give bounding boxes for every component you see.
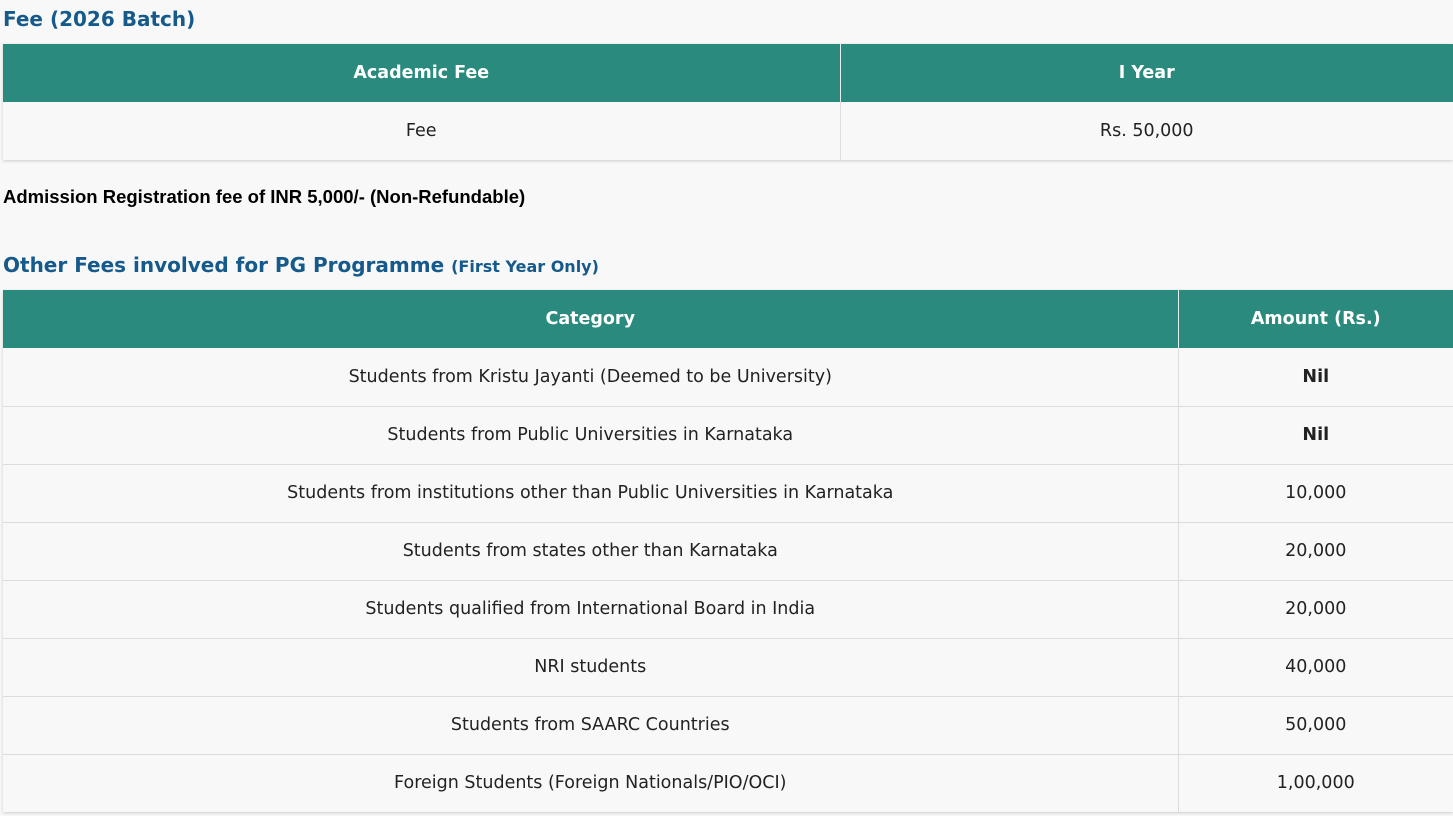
amount-cell: Nil bbox=[1178, 348, 1453, 406]
table-row bbox=[3, 580, 1453, 638]
table-row bbox=[3, 696, 1453, 754]
table-row bbox=[3, 406, 1453, 464]
other-fees-subtitle: (First Year Only) bbox=[451, 257, 599, 276]
amount-cell: 40,000 bbox=[1178, 638, 1453, 696]
amount-cell: 10,000 bbox=[1178, 464, 1453, 522]
category-cell: Students qualified from International Board in India bbox=[3, 580, 1178, 638]
registration-fee-note: Admission Registration fee of INR 5,000/- (Non-Refundable) bbox=[3, 186, 526, 207]
column-header-academic-fee: Academic Fee bbox=[3, 44, 840, 102]
amount-cell: Nil bbox=[1178, 406, 1453, 464]
table-header-row bbox=[3, 44, 1453, 102]
category-cell: Students from Public Universities in Karnataka bbox=[3, 406, 1178, 464]
academic-fee-table bbox=[3, 44, 1453, 160]
table-row bbox=[3, 754, 1453, 812]
table-row bbox=[3, 638, 1453, 696]
other-fees-title bbox=[3, 251, 599, 281]
table-row bbox=[3, 102, 1453, 160]
category-cell: Students from institutions other than Public Universities in Karnataka bbox=[3, 464, 1178, 522]
table-row bbox=[3, 348, 1453, 406]
amount-cell: 1,00,000 bbox=[1178, 754, 1453, 812]
other-fees-title-text: Other Fees involved for PG Programme bbox=[3, 253, 445, 277]
table-row bbox=[3, 522, 1453, 580]
fee-label-cell: Fee bbox=[405, 121, 437, 141]
fee-value-cell: Rs. 50,000 bbox=[840, 102, 1453, 160]
category-cell: Students from SAARC Countries bbox=[3, 696, 1178, 754]
category-cell: NRI students bbox=[3, 638, 1178, 696]
category-cell: Foreign Students (Foreign Nationals/PIO/OCI) bbox=[3, 754, 1178, 812]
category-cell: Students from Kristu Jayanti (Deemed to be University) bbox=[348, 366, 832, 387]
amount-cell: 20,000 bbox=[1178, 522, 1453, 580]
column-header-amount: Amount (Rs.) bbox=[1178, 290, 1453, 348]
amount-cell: 20,000 bbox=[1178, 580, 1453, 638]
category-cell: Students from states other than Karnataka bbox=[3, 522, 1178, 580]
other-fees-table bbox=[3, 290, 1453, 812]
table-header-row bbox=[3, 290, 1453, 348]
column-header-category: Category bbox=[3, 290, 1178, 348]
table-row bbox=[3, 464, 1453, 522]
column-header-i-year: I Year bbox=[840, 44, 1453, 102]
amount-cell: 50,000 bbox=[1178, 696, 1453, 754]
fee-section-title: Fee (2026 Batch) bbox=[3, 7, 196, 31]
